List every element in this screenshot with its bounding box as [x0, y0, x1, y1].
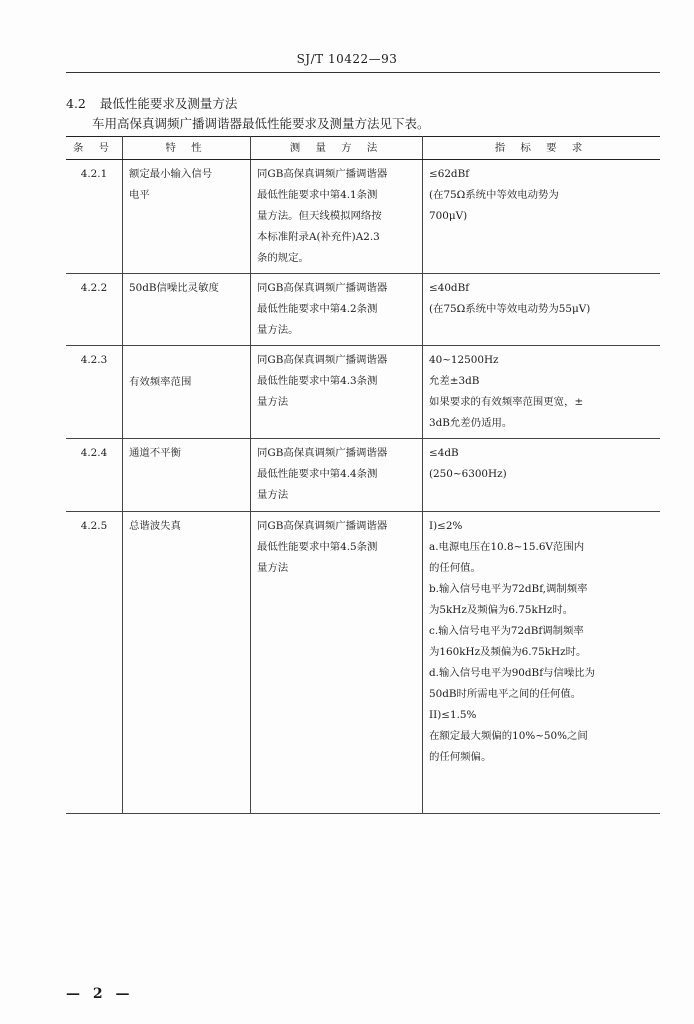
requirement-line: 40~12500Hz — [429, 354, 499, 366]
requirement-line: 在额定最大频偏的10%~50%之间 — [429, 730, 588, 742]
clause-cell: 4.2.2 — [66, 274, 123, 346]
method-line: 最低性能要求中第4.5条测 — [257, 541, 378, 553]
method-line: 量方法。 — [257, 324, 299, 336]
requirement-cell — [423, 346, 661, 439]
requirement-line: 如果要求的有效频率范围更宽，± — [429, 396, 584, 408]
characteristic-line: 50dB信噪比灵敏度 — [129, 282, 219, 294]
requirement-cell — [423, 512, 661, 814]
requirement-cell — [423, 439, 661, 512]
characteristic-line: 额定最小输入信号 — [129, 168, 213, 180]
requirement-line: 的任何值。 — [429, 562, 481, 574]
method-cell — [251, 346, 423, 439]
method-line: 量方法。但天线模拟网络按 — [257, 210, 382, 222]
characteristic-cell — [123, 346, 251, 439]
characteristic-cell — [123, 512, 251, 814]
requirement-line: 允差±3dB — [429, 375, 480, 387]
requirement-line: ≤40dBf — [429, 282, 470, 294]
method-cell — [251, 512, 423, 814]
method-line: 量方法 — [257, 562, 289, 574]
requirement-line: 为5kHz及频偏为6.75kHz时。 — [429, 604, 574, 616]
header-requirement: 指 标 要 求 — [423, 137, 661, 160]
method-line: 量方法 — [257, 396, 289, 408]
page-number: — 2 — — [66, 986, 134, 1002]
table-row — [66, 439, 660, 512]
requirement-line: (250~6300Hz) — [429, 468, 507, 480]
requirement-line: ≤62dBf — [429, 168, 470, 180]
table-row — [66, 160, 660, 274]
requirement-line: I)≤2% — [429, 520, 463, 532]
document-code-header: SJ/T 10422—93 — [296, 52, 398, 66]
method-line: 同GB高保真调频广播调谐器 — [257, 354, 388, 366]
requirement-line: (在75Ω系统中等效电动势为55μV) — [429, 303, 591, 315]
requirement-line: c.输入信号电平为72dBf调制频率 — [429, 625, 584, 637]
characteristic-line: 电平 — [129, 189, 150, 201]
method-line: 同GB高保真调频广播调谐器 — [257, 520, 388, 532]
characteristic-line: 总谐波失真 — [129, 520, 181, 532]
method-cell — [251, 274, 423, 346]
table-header-row — [66, 137, 660, 160]
clause-cell: 4.2.5 — [66, 512, 123, 814]
requirement-line: II)≤1.5% — [429, 709, 477, 721]
requirement-line: ≤4dB — [429, 447, 459, 459]
table-row — [66, 346, 660, 439]
requirement-line: 3dB允差仍适用。 — [429, 417, 513, 429]
requirement-line: a.电源电压在10.8~15.6V范围内 — [429, 541, 585, 553]
characteristic-cell — [123, 274, 251, 346]
characteristic-line: 通道不平衡 — [129, 447, 181, 459]
requirement-line: b.输入信号电平为72dBf,调制频率 — [429, 583, 588, 595]
method-cell — [251, 160, 423, 274]
clause-cell: 4.2.1 — [66, 160, 123, 274]
requirement-cell — [423, 274, 661, 346]
method-line: 最低性能要求中第4.4条测 — [257, 468, 378, 480]
requirement-line: 50dB时所需电平之间的任何值。 — [429, 688, 582, 700]
method-line: 本标准附录A(补充件)A2.3 — [257, 231, 380, 243]
method-line: 量方法 — [257, 489, 289, 501]
method-line: 同GB高保真调频广播调谐器 — [257, 282, 388, 294]
characteristic-cell — [123, 439, 251, 512]
characteristic-line: 有效频率范围 — [129, 376, 192, 388]
table-row — [66, 274, 660, 346]
section-title: 最低性能要求及测量方法 — [99, 96, 238, 111]
section-intro: 车用高保真调频广播调谐器最低性能要求及测量方法见下表。 — [92, 116, 430, 131]
header-rule — [66, 72, 660, 73]
method-cell — [251, 439, 423, 512]
requirement-line: 700μV) — [429, 210, 468, 222]
method-line: 最低性能要求中第4.1条测 — [257, 189, 378, 201]
characteristic-cell — [123, 160, 251, 274]
method-line: 最低性能要求中第4.3条测 — [257, 375, 378, 387]
method-line: 最低性能要求中第4.2条测 — [257, 303, 378, 315]
requirement-cell — [423, 160, 661, 274]
method-line: 同GB高保真调频广播调谐器 — [257, 447, 388, 459]
performance-requirements-table — [66, 136, 660, 814]
requirement-line: d.输入信号电平为90dBf与信噪比为 — [429, 667, 595, 679]
requirement-line: (在75Ω系统中等效电动势为 — [429, 189, 559, 201]
clause-cell: 4.2.3 — [66, 346, 123, 439]
requirement-line: 为160kHz及频偏为6.75kHz时。 — [429, 646, 587, 658]
method-line: 条的规定。 — [257, 252, 309, 264]
section-heading — [66, 94, 237, 112]
requirement-line: 的任何频偏。 — [429, 751, 492, 763]
table-row — [66, 512, 660, 814]
method-line: 同GB高保真调频广播调谐器 — [257, 168, 388, 180]
clause-cell: 4.2.4 — [66, 439, 123, 512]
section-number: 4.2 — [66, 96, 86, 111]
header-method: 测 量 方 法 — [251, 137, 423, 160]
header-clause: 条 号 — [66, 137, 123, 160]
header-characteristic: 特 性 — [123, 137, 251, 160]
